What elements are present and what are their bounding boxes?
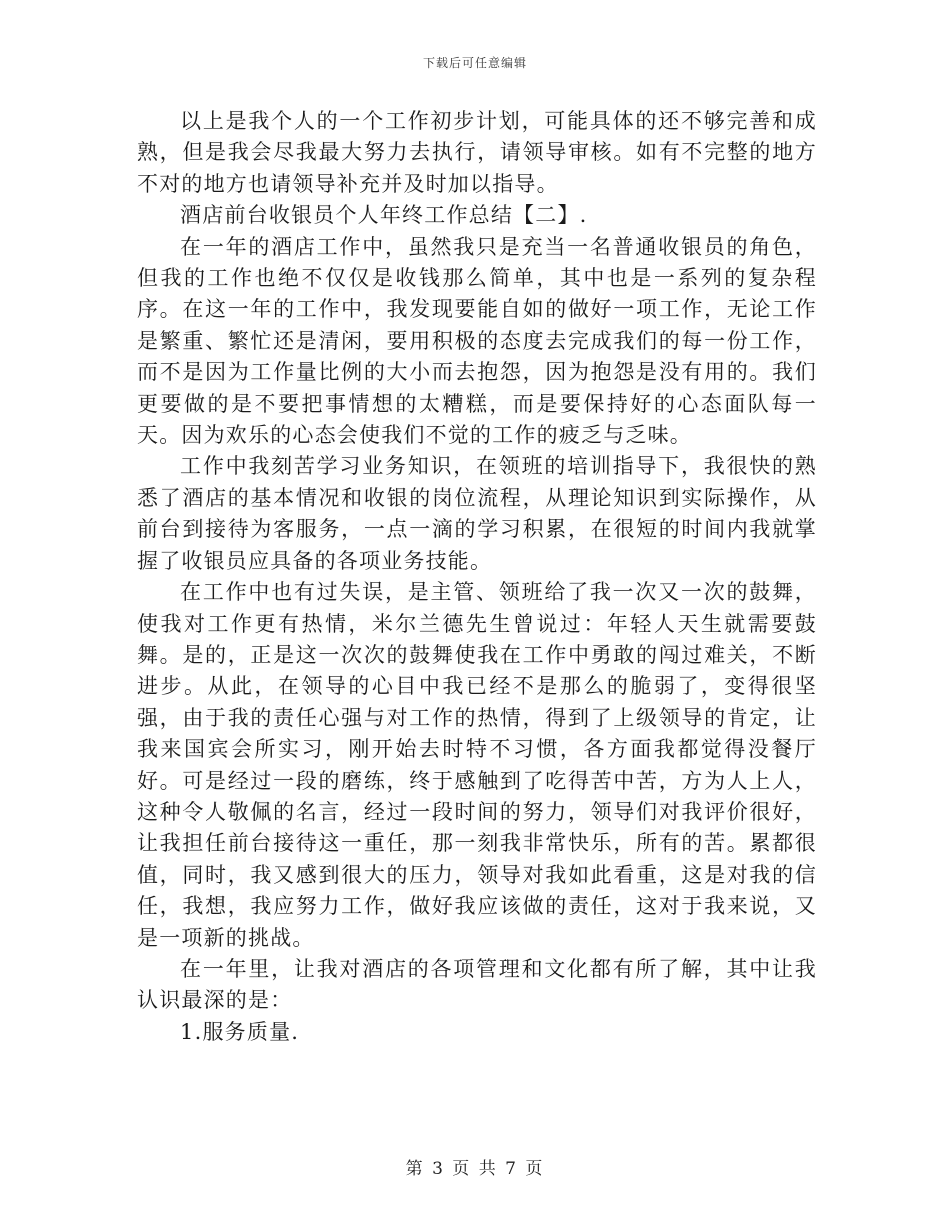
paragraph-mistakes: 在工作中也有过失误，是主管、领班给了我一次又一次的鼓舞，使我对工作更有热情，米尔兰德先生曾说过：年轻人天生就需要鼓舞。是的，正是这一次次的鼓舞使我在工作中勇敢的闯过难关，不断进步。从此，在领导的心目中我已经不是那么的脆弱了，变得很坚强，由于我的责任心强与对工作的热情，得到了上级领导的肯定，让我来国宾会所实习，刚开始去时特不习惯，各方面我都觉得没餐厅好。可是经过一段的磨练，终于感触到了吃得苦中苦，方为人上人，这种令人敬佩的名言，经过一段时间的努力，领导们对我评价很好，让我担任前台接待这一重任，那一刻我非常快乐，所有的苦。累都很值，同时，我又感到很大的压力，领导对我如此看重，这是对我的信任，我想，我应努力工作，做好我应该做的责任，这对于我来说，又是一项新的挑战。 (137, 580, 817, 950)
paragraph-understanding: 在一年里，让我对酒店的各项管理和文化都有所了解，其中让我认识最深的是： (137, 956, 817, 1013)
document-body (137, 106, 817, 1048)
paragraph-intro: 在一年的酒店工作中，虽然我只是充当一名普通收银员的角色，但我的工作也绝不仅仅是收钱那么简单，其中也是一系列的复杂程序。在这一年的工作中，我发现要能自如的做好一项工作，无论工作是繁重、繁忙还是清闲，要用积极的态度去完成我们的每一份工作，而不是因为工作量比例的大小而去抱怨，因为抱怨是没有用的。我们更要做的是不要把事情想的太糟糕，而是要保持好的心态面队每一天。因为欢乐的心态会使我们不觉的工作的疲乏与乏味。 (137, 234, 817, 448)
page-footer: 第 3 页 共 7 页 (405, 1159, 545, 1179)
paragraph-learning: 工作中我刻苦学习业务知识，在领班的培训指导下，我很快的熟悉了酒店的基本情况和收银的岗位流程，从理论知识到实际操作，从前台到接待为客服务，一点一滴的学习积累，在很短的时间内我就掌握了收银员应具备的各项业务技能。 (137, 454, 817, 573)
paragraph-closing-plan: 以上是我个人的一个工作初步计划，可能具体的还不够完善和成熟，但是我会尽我最大努力去执行，请领导审核。如有不完整的地方不对的地方也请领导补充并及时加以指导。 (137, 109, 817, 196)
list-item-service-quality: 1.服务质量. (180, 1019, 300, 1044)
header-note: 下载后可任意编辑 (422, 56, 527, 70)
section-heading: 酒店前台收银员个人年终工作总结【二】. (180, 203, 588, 228)
